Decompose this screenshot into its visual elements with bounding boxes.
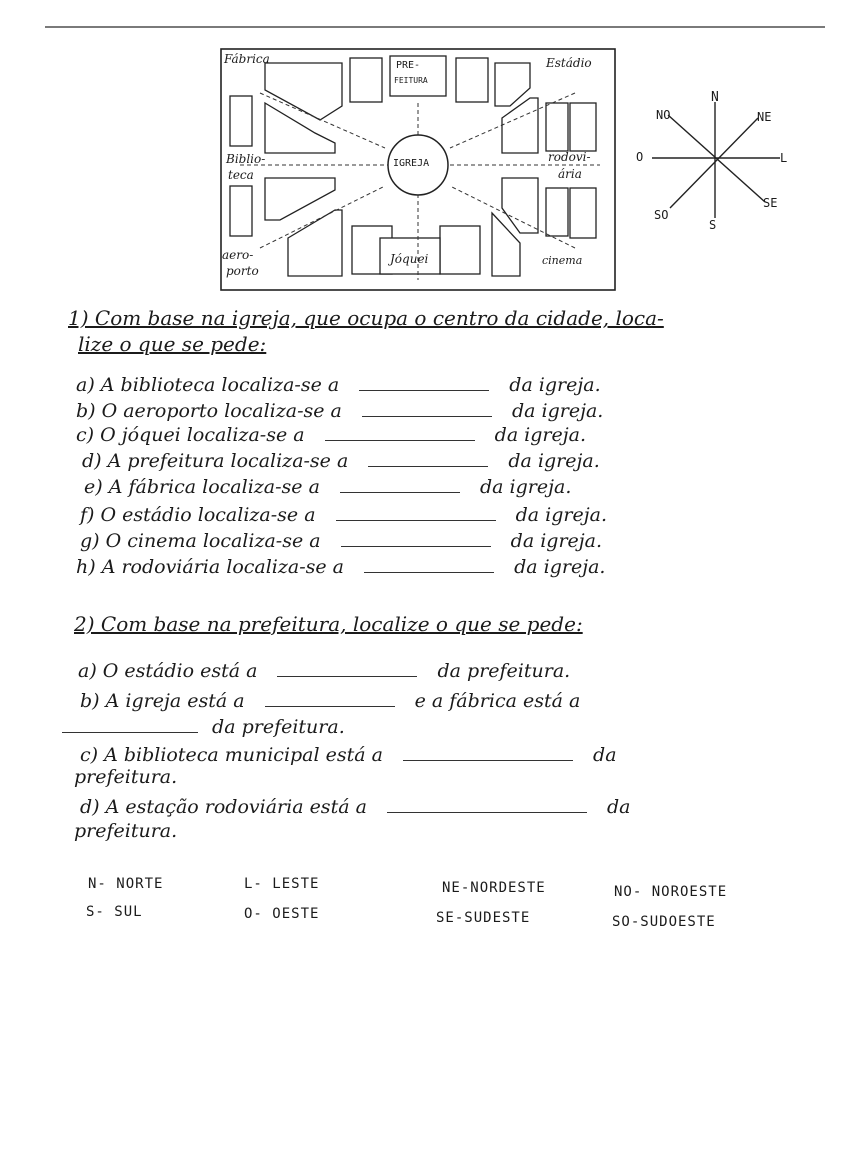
q1-item-b bbox=[76, 400, 603, 422]
legend-noroeste: NO- NOROESTE bbox=[614, 884, 728, 900]
q2-item-c-text: c) A biblioteca municipal está a bbox=[80, 744, 383, 766]
block bbox=[546, 188, 568, 236]
compass-no: NO bbox=[656, 108, 671, 122]
legend-sudeste: SE-SUDESTE bbox=[436, 910, 531, 926]
q1-title-line-2: lize o que se pede: bbox=[78, 332, 267, 356]
q2-item-b-continuation bbox=[62, 716, 345, 738]
q1-item-f-text: f) O estádio localiza-se a bbox=[80, 504, 316, 526]
compass-l: L bbox=[780, 151, 788, 165]
q2-item-b-suffix: da prefeitura. bbox=[212, 716, 345, 738]
map-label-igreja: IGREJA bbox=[393, 158, 430, 169]
q2-item-d bbox=[80, 796, 631, 818]
q1-item-g-suffix: da igreja. bbox=[510, 530, 603, 552]
block bbox=[440, 226, 480, 274]
q1-title-line-1: 1) Com base na igreja, que ocupa o centro da cidade, loca- bbox=[68, 306, 664, 330]
block bbox=[230, 96, 252, 146]
top-rule bbox=[45, 26, 825, 28]
q1-item-f-suffix: da igreja. bbox=[515, 504, 607, 526]
legend-norte: N- NORTE bbox=[88, 876, 164, 892]
q2-item-a-text: a) O estádio está a bbox=[78, 660, 258, 682]
q1-item-d-blank[interactable] bbox=[368, 452, 488, 467]
q1-item-c-text: c) O jóquei localiza-se a bbox=[76, 424, 305, 446]
map-label-biblioteca-1: Biblio- bbox=[226, 152, 266, 166]
legend-sudoeste: SO-SUDOESTE bbox=[612, 914, 716, 930]
map-label-fabrica: Fábrica bbox=[224, 52, 270, 66]
q1-item-h-blank[interactable] bbox=[364, 558, 494, 573]
q1-item-h-text: h) A rodoviária localiza-se a bbox=[76, 556, 344, 578]
legend-oeste: O- OESTE bbox=[244, 906, 320, 922]
q1-item-f bbox=[80, 504, 607, 526]
q1-item-g bbox=[80, 530, 602, 552]
q1-item-c-blank[interactable] bbox=[325, 426, 475, 441]
map-label-prefeitura-2: FEITURA bbox=[394, 76, 428, 85]
q1-item-g-blank[interactable] bbox=[341, 532, 491, 547]
q2-item-c bbox=[80, 744, 617, 766]
q1-item-e-blank[interactable] bbox=[340, 478, 460, 493]
q1-item-h-suffix: da igreja. bbox=[514, 556, 606, 578]
q1-item-a-suffix: da igreja. bbox=[509, 374, 601, 396]
q1-item-f-blank[interactable] bbox=[336, 506, 496, 521]
q2-item-b-mid: e a fábrica está a bbox=[414, 690, 581, 712]
q2-item-d-continuation: prefeitura. bbox=[74, 820, 178, 842]
map-label-aeroporto-2: porto bbox=[226, 264, 259, 278]
map-label-rodoviaria-1: rodovi- bbox=[548, 150, 591, 164]
q2-item-b-text: b) A igreja está a bbox=[80, 690, 245, 712]
q1-item-e-suffix: da igreja. bbox=[480, 476, 572, 498]
q2-item-b bbox=[80, 690, 580, 712]
compass-se: SE bbox=[763, 196, 778, 210]
map-label-joquei: Jóquei bbox=[390, 252, 429, 266]
q2-item-b-blank-1[interactable] bbox=[265, 692, 395, 707]
q2-item-d-text: d) A estação rodoviária está a bbox=[80, 796, 367, 818]
q1-item-e bbox=[84, 476, 571, 498]
q1-item-b-text: b) O aeroporto localiza-se a bbox=[76, 400, 342, 422]
map-label-biblioteca-2: teca bbox=[228, 168, 254, 182]
q1-item-g-text: g) O cinema localiza-se a bbox=[80, 530, 321, 552]
map-label-estadio: Estádio bbox=[546, 56, 592, 70]
q2-title: 2) Com base na prefeitura, localize o que se pede: bbox=[74, 612, 583, 636]
q1-item-d-suffix: da igreja. bbox=[508, 450, 600, 472]
compass-n: N bbox=[711, 90, 719, 105]
block bbox=[456, 58, 488, 102]
legend-nordeste: NE-NORDESTE bbox=[442, 880, 546, 896]
q1-item-e-text: e) A fábrica localiza-se a bbox=[84, 476, 320, 498]
q2-item-d-blank[interactable] bbox=[387, 798, 587, 813]
q1-item-c bbox=[76, 424, 586, 446]
block bbox=[350, 58, 382, 102]
q1-item-b-blank[interactable] bbox=[362, 402, 492, 417]
q2-item-c-continuation: prefeitura. bbox=[74, 766, 178, 788]
block bbox=[230, 186, 252, 236]
block bbox=[570, 188, 596, 238]
compass-s: S bbox=[709, 218, 717, 232]
q2-item-a bbox=[78, 660, 570, 682]
legend-leste: L- LESTE bbox=[244, 876, 320, 892]
q1-item-a-text: a) A biblioteca localiza-se a bbox=[76, 374, 340, 396]
q1-item-b-suffix: da igreja. bbox=[511, 400, 604, 422]
q2-item-d-suffix: da bbox=[607, 796, 631, 818]
block bbox=[570, 103, 596, 151]
map-label-cinema: cinema bbox=[542, 254, 583, 267]
q1-item-h bbox=[76, 556, 605, 578]
compass-ne: NE bbox=[757, 110, 772, 124]
map-label-prefeitura-1: PRE- bbox=[396, 60, 421, 71]
q2-item-a-blank[interactable] bbox=[277, 662, 417, 677]
q2-item-c-blank[interactable] bbox=[403, 746, 573, 761]
map-label-aeroporto-1: aero- bbox=[222, 248, 254, 262]
q1-item-c-suffix: da igreja. bbox=[494, 424, 587, 446]
block bbox=[546, 103, 568, 151]
compass-o: O bbox=[636, 150, 644, 164]
q1-item-a-blank[interactable] bbox=[359, 376, 489, 391]
compass-ne-so-line bbox=[670, 118, 758, 208]
map-label-rodoviaria-2: ária bbox=[558, 167, 582, 181]
q1-item-d-text: d) A prefeitura localiza-se a bbox=[82, 450, 349, 472]
legend-sul: S- SUL bbox=[86, 904, 143, 920]
q1-item-d bbox=[82, 450, 600, 472]
compass-so: SO bbox=[654, 208, 669, 222]
q2-item-b-blank-2[interactable] bbox=[62, 718, 198, 733]
q2-item-c-suffix: da bbox=[593, 744, 617, 766]
q1-item-a bbox=[76, 374, 601, 396]
q2-item-a-suffix: da prefeitura. bbox=[437, 660, 571, 682]
